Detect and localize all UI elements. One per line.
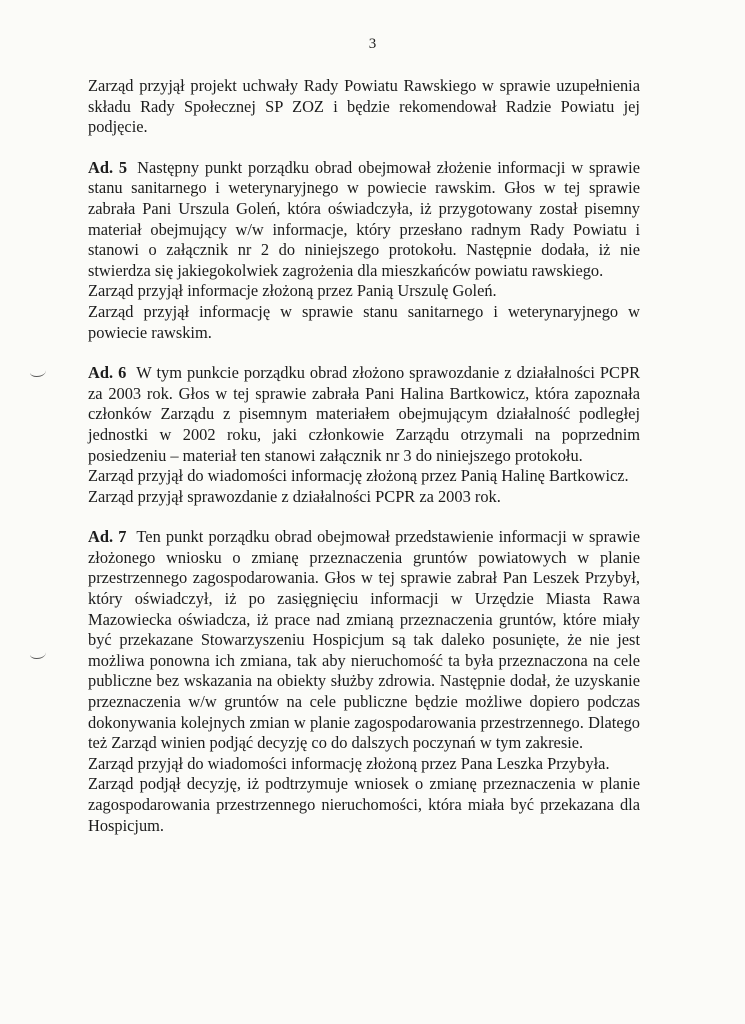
page-number: 3 — [368, 36, 377, 52]
paragraph: Zarząd przyjął projekt uchwały Rady Powiatu Rawskiego w sprawie uzupełnienia składu Rady Społecznej SP ZOZ i będzie rekomendował Radzie Powiatu jej podjęcie. — [88, 76, 640, 137]
paragraph-text: Następny punkt porządku obrad obejmował złożenie informacji w sprawie stanu sanitarnego i weterynaryjnego w powiecie rawskim. Głos w tej sprawie zabrała Pani Urszula Goleń, która oświadczyła, iż przygotowany został pisemny materiał obejmujący w/w informacje, który przesłano radnym Rady Powiatu i stanowi o załącznik nr 2 do niniejszego protokołu. Następnie dodała, iż nie stwierdza się jakiegokolwiek zagrożenia dla mieszkańców powiatu rawskiego. — [88, 157, 640, 280]
intro-section — [88, 76, 640, 138]
paragraph: Zarząd podjął decyzję, iż podtrzymuje wniosek o zmianę przeznaczenia w planie zagospodarowania przestrzennego nieruchomości, która miała być przekazana dla Hospicjum. — [88, 774, 640, 835]
section-label: Ad. 6 — [88, 363, 127, 383]
section-label: Ad. 5 — [88, 157, 128, 177]
paragraph-text: W tym punkcie porządku obrad złożono sprawozdanie z działalności PCPR za 2003 rok. Głos w tej sprawie zabrała Pani Halina Bartkowicz, która zapoznała członków Zarządu z pisemnym materiałem obejmującym działalność podległej jednostki w 2002 roku, jaki członkowie Zarządu otrzymali na poprzednim posiedzeniu – materiał ten stanowi załącznik nr 3 do niniejszego protokołu. — [88, 363, 641, 465]
paragraph: Zarząd przyjął do wiadomości informację złożoną przez Panią Halinę Bartkowicz. — [88, 466, 629, 486]
section-ad-7 — [88, 527, 640, 836]
section-label: Ad. 7 — [88, 527, 127, 547]
paragraph — [88, 158, 640, 282]
section-ad-5 — [88, 158, 640, 343]
paragraph-text: Ten punkt porządku obrad obejmował przedstawienie informacji w sprawie złożonego wniosku o zmianę przeznaczenia gruntów powiatowych w planie przestrzennego zagospodarowania. Głos w tej sprawie zabrał Pan Leszek Przybył, który oświadczył, iż po zasięgnięciu informacji w Urzędzie Miasta Rawa Mazowiecka oświadcza, iż prace nad zmianą przeznaczenia gruntów, które miały być przekazane Stowarzyszeniu Hospicjum są tak daleko posunięte, że nie jest możliwa ponowna ich zmiana, tak aby nieruchomość ta była przeznaczona na cele publiczne bez wskazania na obiekty służby zdrowia. Następnie dodał, że uzyskanie przeznaczenia w/w gruntów na cele publiczne będzie możliwe dopiero podczas dokonywania kolejnych zmian w planie zagospodarowania przestrzennego. Dlatego też Zarząd winien podjąć decyzję co do dalszych poczynań w tym zakresie. — [88, 527, 640, 753]
margin-mark — [30, 648, 46, 659]
paragraph — [88, 527, 640, 754]
margin-mark — [30, 366, 46, 377]
paragraph: Zarząd przyjął informacje złożoną przez Panią Urszulę Goleń. — [88, 281, 497, 301]
document-body — [88, 76, 640, 836]
paragraph: Zarząd przyjął sprawozdanie z działalności PCPR za 2003 rok. — [88, 486, 501, 506]
section-ad-6 — [88, 363, 640, 507]
paragraph — [88, 363, 640, 466]
paragraph: Zarząd przyjął do wiadomości informację złożoną przez Pana Leszka Przybyła. — [88, 753, 610, 773]
paragraph: Zarząd przyjął informację w sprawie stanu sanitarnego i weterynaryjnego w powiecie rawskim. — [88, 301, 640, 342]
